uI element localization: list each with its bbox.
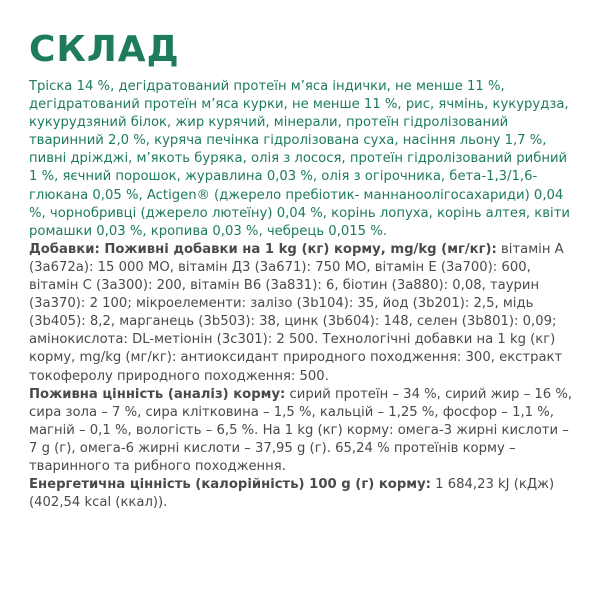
composition-text: Тріска 14 %, дегідратований протеїн м’яса індички, не менше 11 %, дегідратований протеїн м’яса курки, не менше 11 %, рис, ячмінь, кукурудза, кукурудзяний білок, жир курячий, мінерали, протеїн гідролізований тваринний 2,0 %, куряча печінка гідролізована суха, насіння льону 1,7 %, пивні дріжджі, м’якоть буряка, олія з лосося, протеїн гідролізований рибний 1 %, яєчний порошок, журавлина 0,03 %, олія з огірочника, бета-1,3/1,6-глюкана 0,05 %, Actigen® (джерело пребіотик- маннаноолігосахариди) 0,04 %, чорнобривці (джерело лютеїну) 0,04 %, корінь лопуха, корінь алтея, квіти ромашки 0,03 %, кропива 0,03 %, чебрець 0,015 %.	[29, 79, 570, 239]
nutrition-section	[29, 386, 573, 476]
additives-text: вітамін А (3а672а): 15 000 МО, вітамін Д3 (3а671): 750 МО, вітамін Е (3а700): 600, вітамін С (3а300): 200, вітамін В6 (3а831): 6, біотин (3а880): 0,08, таурин (3а370): 2 100; мікроелементи: залізо (3b104): 35, йод (3b201): 2,5, мідь (3b405): 8,2, марганець (3b503): 38, цинк (3b604): 148, селен (3b801): 0,09; амінокислота: DL-метіонін (3с301): 2 500. Технологічні добавки на 1 kg (кг) корму, mg/kg (мг/кг): антиоксидант природного походження: 300, екстракт токоферолу природного походження: 500.	[29, 241, 564, 384]
nutrition-text: сирий протеїн – 34 %, сирий жир – 16 %, сира зола – 7 %, сира клітковина – 1,5 %, кальцій – 1,25 %, фосфор – 1,1 %, магній – 0,1 %, вологість – 6,5 %. На 1 kg (кг) корму: омега-3 жирні кислоти – 7 g (г), омега-6 жирні кислоти – 37,95 g (г). 65,24 % протеїнів корму – тваринного та рибного походження.	[29, 386, 573, 474]
energy-text: 1 684,23 kJ (кДж) (402,54 kcal (ккал)).	[29, 477, 555, 511]
page-title: СКЛАД	[29, 29, 180, 70]
energy-label: Енергетична цінність (калорійність) 100 g (г) корму:	[29, 477, 431, 493]
nutrition-label: Поживна цінність (аналіз) корму:	[29, 386, 286, 402]
energy-section	[29, 476, 573, 512]
additives-label: Добавки: Поживні добавки на 1 kg (кг) корму, mg/kg (мг/кг):	[29, 241, 497, 257]
additives-section	[29, 241, 573, 386]
